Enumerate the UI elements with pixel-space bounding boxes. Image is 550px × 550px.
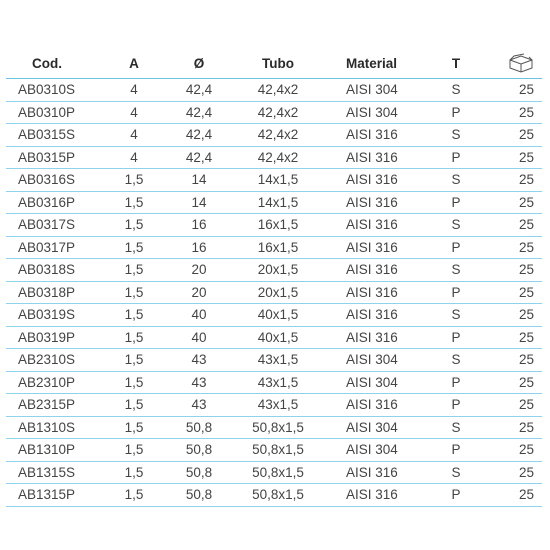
cell-diameter: 50,8	[185, 442, 213, 458]
cell-tubo: 14x1,5	[257, 194, 299, 210]
cell-a: 1,5	[124, 172, 144, 188]
cell-tubo: 42,4x2	[257, 82, 299, 98]
cell-material: AISI 316	[346, 464, 398, 480]
table-header	[6, 48, 542, 79]
table-row	[6, 282, 542, 305]
cell-a: 4	[130, 104, 138, 120]
header-a: A	[129, 55, 139, 71]
cell-t: S	[451, 217, 461, 233]
cell-diameter: 43	[191, 374, 207, 390]
cell-cod: AB0316S	[18, 172, 76, 188]
cell-qty: 25	[518, 149, 534, 165]
cell-diameter: 42,4	[185, 127, 213, 143]
cell-qty: 25	[518, 464, 534, 480]
cell-qty: 25	[518, 442, 534, 458]
table-row	[6, 327, 542, 350]
table-row	[6, 349, 542, 372]
cell-t: S	[451, 262, 461, 278]
cell-diameter: 43	[191, 397, 207, 413]
cell-diameter: 20	[191, 262, 207, 278]
cell-qty: 25	[518, 262, 534, 278]
table-row	[6, 79, 542, 102]
cell-cod: AB1315P	[18, 487, 76, 503]
cell-tubo: 50,8x1,5	[252, 419, 304, 435]
cell-diameter: 42,4	[185, 149, 213, 165]
cell-a: 1,5	[124, 329, 144, 345]
cell-a: 1,5	[124, 217, 144, 233]
cell-t: P	[451, 487, 461, 503]
cell-a: 1,5	[124, 194, 144, 210]
header-diameter: Ø	[193, 55, 205, 71]
cell-material: AISI 316	[346, 194, 398, 210]
table-row	[6, 169, 542, 192]
cell-qty: 25	[518, 172, 534, 188]
table-row	[6, 439, 542, 462]
cell-cod: AB0317S	[18, 217, 76, 233]
cell-cod: AB0317P	[18, 239, 76, 255]
cell-t: P	[451, 239, 461, 255]
cell-a: 1,5	[124, 307, 144, 323]
cell-cod: AB0318P	[18, 284, 76, 300]
cell-material: AISI 316	[346, 149, 398, 165]
cell-cod: AB0315P	[18, 149, 76, 165]
cell-t: P	[451, 194, 461, 210]
cell-cod: AB1310P	[18, 442, 76, 458]
cell-a: 1,5	[124, 487, 144, 503]
cell-qty: 25	[518, 374, 534, 390]
cell-cod: AB0316P	[18, 194, 76, 210]
cell-diameter: 40	[191, 307, 207, 323]
cell-t: P	[451, 442, 461, 458]
cell-tubo: 42,4x2	[257, 104, 299, 120]
cell-qty: 25	[518, 352, 534, 368]
header-material: Material	[346, 55, 398, 71]
cell-tubo: 42,4x2	[257, 127, 299, 143]
cell-material: AISI 316	[346, 127, 398, 143]
cell-material: AISI 304	[346, 374, 398, 390]
cell-diameter: 42,4	[185, 104, 213, 120]
cell-diameter: 50,8	[185, 419, 213, 435]
cell-diameter: 14	[191, 172, 207, 188]
cell-material: AISI 316	[346, 307, 398, 323]
cell-t: S	[451, 172, 461, 188]
table-row	[6, 394, 542, 417]
table-row	[6, 147, 542, 170]
cell-t: S	[451, 307, 461, 323]
cell-t: P	[451, 329, 461, 345]
cell-diameter: 14	[191, 194, 207, 210]
cell-tubo: 14x1,5	[257, 172, 299, 188]
cell-diameter: 16	[191, 239, 207, 255]
cell-cod: AB0310P	[18, 104, 76, 120]
cell-a: 1,5	[124, 284, 144, 300]
cell-tubo: 16x1,5	[257, 217, 299, 233]
table-row	[6, 237, 542, 260]
cell-tubo: 40x1,5	[257, 329, 299, 345]
cell-tubo: 16x1,5	[257, 239, 299, 255]
cell-diameter: 42,4	[185, 82, 213, 98]
cell-qty: 25	[518, 284, 534, 300]
cell-material: AISI 316	[346, 239, 398, 255]
cell-material: AISI 316	[346, 397, 398, 413]
cell-cod: AB0315S	[18, 127, 76, 143]
cell-cod: AB0319P	[18, 329, 76, 345]
cell-diameter: 43	[191, 352, 207, 368]
header-qty	[484, 53, 542, 73]
cell-cod: AB2310S	[18, 352, 76, 368]
cell-cod: AB0318S	[18, 262, 76, 278]
cell-material: AISI 316	[346, 172, 398, 188]
cell-tubo: 43x1,5	[257, 352, 299, 368]
cell-diameter: 50,8	[185, 487, 213, 503]
cell-tubo: 43x1,5	[257, 397, 299, 413]
header-cod: Cod.	[32, 55, 62, 71]
cell-t: S	[451, 352, 461, 368]
cell-cod: AB1315S	[18, 464, 76, 480]
cell-t: P	[451, 149, 461, 165]
cell-t: S	[451, 82, 461, 98]
cell-a: 1,5	[124, 464, 144, 480]
cell-diameter: 50,8	[185, 464, 213, 480]
cell-a: 1,5	[124, 262, 144, 278]
product-table	[6, 48, 542, 507]
cell-material: AISI 316	[346, 262, 398, 278]
cell-material: AISI 316	[346, 284, 398, 300]
cell-qty: 25	[518, 487, 534, 503]
cell-tubo: 50,8x1,5	[252, 487, 304, 503]
cell-qty: 25	[518, 194, 534, 210]
cell-material: AISI 304	[346, 82, 398, 98]
cell-material: AISI 316	[346, 487, 398, 503]
table-row	[6, 372, 542, 395]
cell-qty: 25	[518, 82, 534, 98]
cell-cod: AB0310S	[18, 82, 76, 98]
cell-t: S	[451, 419, 461, 435]
cell-qty: 25	[518, 217, 534, 233]
cell-a: 1,5	[124, 352, 144, 368]
cell-t: S	[451, 464, 461, 480]
cell-a: 1,5	[124, 442, 144, 458]
cell-cod: AB2315P	[18, 397, 76, 413]
cell-qty: 25	[518, 104, 534, 120]
cell-tubo: 50,8x1,5	[252, 464, 304, 480]
cell-diameter: 20	[191, 284, 207, 300]
cell-t: S	[451, 127, 461, 143]
cell-material: AISI 304	[346, 442, 398, 458]
cell-t: P	[451, 397, 461, 413]
table-row	[6, 102, 542, 125]
header-t: T	[451, 55, 461, 71]
cell-a: 1,5	[124, 239, 144, 255]
cell-t: P	[451, 104, 461, 120]
cell-material: AISI 304	[346, 419, 398, 435]
cell-t: P	[451, 284, 461, 300]
cell-tubo: 50,8x1,5	[252, 442, 304, 458]
table-row	[6, 192, 542, 215]
cell-qty: 25	[518, 307, 534, 323]
cell-tubo: 43x1,5	[257, 374, 299, 390]
table-row	[6, 259, 542, 282]
cell-material: AISI 304	[346, 104, 398, 120]
table-row	[6, 484, 542, 507]
cell-material: AISI 316	[346, 329, 398, 345]
cell-a: 4	[130, 82, 138, 98]
cell-qty: 25	[518, 397, 534, 413]
table-row	[6, 124, 542, 147]
cell-qty: 25	[518, 127, 534, 143]
cell-material: AISI 304	[346, 352, 398, 368]
cell-qty: 25	[518, 419, 534, 435]
box-icon	[508, 53, 534, 73]
cell-qty: 25	[518, 329, 534, 345]
cell-a: 1,5	[124, 374, 144, 390]
table-body	[6, 79, 542, 507]
cell-cod: AB2310P	[18, 374, 76, 390]
cell-t: P	[451, 374, 461, 390]
cell-tubo: 20x1,5	[257, 284, 299, 300]
table-row	[6, 304, 542, 327]
table-row	[6, 214, 542, 237]
cell-tubo: 40x1,5	[257, 307, 299, 323]
cell-a: 1,5	[124, 419, 144, 435]
cell-qty: 25	[518, 239, 534, 255]
header-tubo: Tubo	[262, 55, 294, 71]
table-row	[6, 417, 542, 440]
cell-diameter: 16	[191, 217, 207, 233]
cell-cod: AB0319S	[18, 307, 76, 323]
cell-material: AISI 316	[346, 217, 398, 233]
cell-tubo: 42,4x2	[257, 149, 299, 165]
cell-cod: AB1310S	[18, 419, 76, 435]
cell-a: 4	[130, 127, 138, 143]
cell-a: 4	[130, 149, 138, 165]
cell-a: 1,5	[124, 397, 144, 413]
cell-tubo: 20x1,5	[257, 262, 299, 278]
table-row	[6, 462, 542, 485]
cell-diameter: 40	[191, 329, 207, 345]
